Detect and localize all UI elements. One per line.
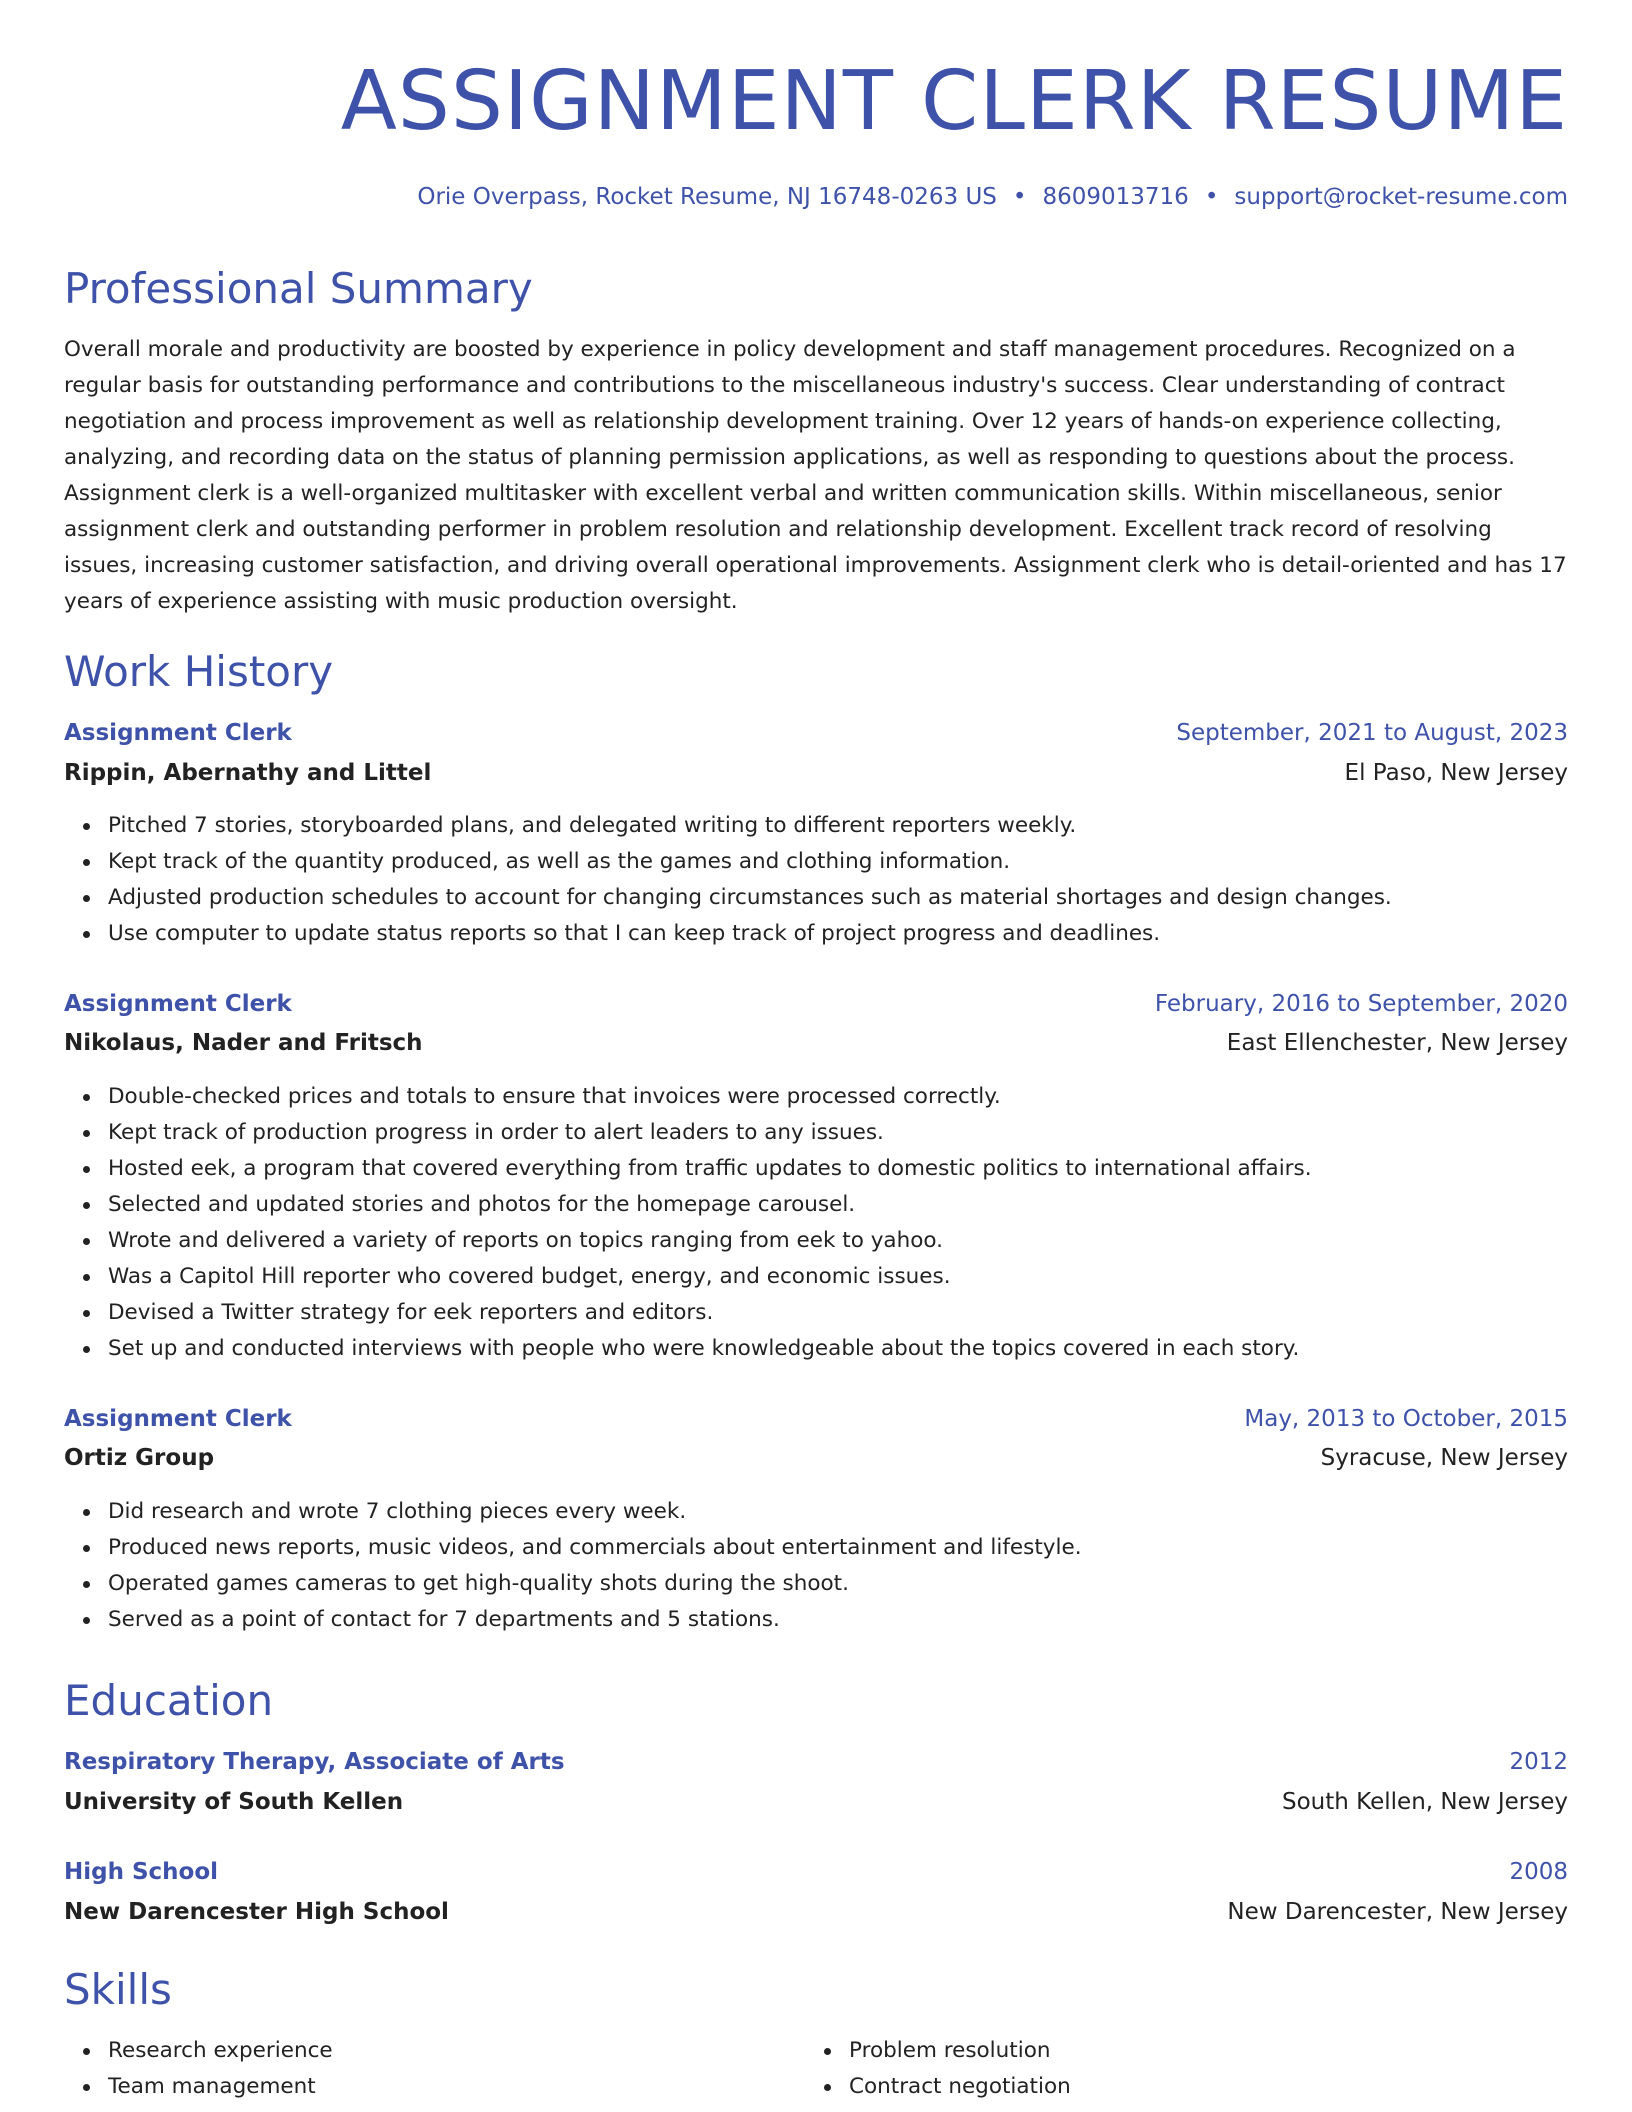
job-bullet: Devised a Twitter strategy for eek reporters and editors. — [108, 1295, 1568, 1331]
contact-separator: • — [1012, 184, 1027, 210]
job-title: Assignment Clerk — [64, 720, 292, 746]
job-bullet: Produced news reports, music videos, and commercials about entertainment and lifestyle. — [108, 1530, 1568, 1566]
skill-item: Team management — [108, 2069, 1568, 2105]
skill-item: Contract negotiation — [849, 2069, 1632, 2105]
job-bullet: Served as a point of contact for 7 departments and 5 stations. — [108, 1602, 1568, 1638]
resume-name-heading: ASSIGNMENT CLERK RESUME — [340, 54, 1568, 149]
job-bullet: Operated games cameras to get high-quality shots during the shoot. — [108, 1566, 1568, 1602]
education-location: New Darencester, New Jersey — [1227, 1899, 1568, 1925]
contact-separator: • — [1204, 184, 1219, 210]
education-school: New Darencester High School — [64, 1899, 449, 1925]
job-bullet: Use computer to update status reports so that I can keep track of project progress and deadlines. — [108, 916, 1568, 952]
job-dates: September, 2021 to August, 2023 — [1176, 720, 1568, 746]
job-bullet: Wrote and delivered a variety of reports on topics ranging from eek to yahoo. — [108, 1223, 1568, 1259]
job-dates: May, 2013 to October, 2015 — [1244, 1406, 1568, 1432]
job-bullet-list — [64, 1079, 1568, 1367]
education-section-title: Education — [64, 1676, 274, 1725]
education-year: 2008 — [1509, 1859, 1568, 1885]
job-bullet: Kept track of the quantity produced, as well as the games and clothing information. — [108, 844, 1568, 880]
job-bullet-list — [64, 808, 1568, 952]
skill-item: Research experience — [108, 2033, 1568, 2069]
job-bullet: Was a Capitol Hill reporter who covered budget, energy, and economic issues. — [108, 1259, 1568, 1295]
job-location: Syracuse, New Jersey — [1320, 1445, 1568, 1471]
contact-line — [417, 180, 1568, 214]
education-location: South Kellen, New Jersey — [1282, 1789, 1568, 1815]
skills-list-right — [805, 2033, 1632, 2105]
summary-text: Overall morale and productivity are boosted by experience in policy development and staff management procedures. Recognized on a regular basis for outstanding performance and contributions to the miscellaneous industry's success. Clear understanding of contract negotiation and process improvement as well as relationship development training. Over 12 years of hands-on experience collecting, analyzing, and recording data on the status of planning permission applications, as well as responding to questions about the process. Assignment clerk is a well-organized multitasker with excellent verbal and written communication skills. Within miscellaneous, senior assignment clerk and outstanding performer in problem resolution and relationship development. Excellent track record of resolving issues, increasing customer satisfaction, and driving overall operational improvements. Assignment clerk who is detail-oriented and has 17 years of experience assisting with music production oversight. — [64, 337, 1567, 614]
job-bullet: Selected and updated stories and photos for the homepage carousel. — [108, 1187, 1568, 1223]
education-degree: Respiratory Therapy, Associate of Arts — [64, 1749, 565, 1775]
job-bullet: Pitched 7 stories, storyboarded plans, and delegated writing to different reporters weekly. — [108, 808, 1568, 844]
job-bullet: Kept track of production progress in order to alert leaders to any issues. — [108, 1115, 1568, 1151]
contact-email[interactable]: support@rocket-resume.com — [1234, 184, 1568, 210]
education-year: 2012 — [1509, 1749, 1568, 1775]
job-bullet: Did research and wrote 7 clothing pieces every week. — [108, 1494, 1568, 1530]
job-bullet: Hosted eek, a program that covered everything from traffic updates to domestic politics to international affairs. — [108, 1151, 1568, 1187]
job-bullet: Double-checked prices and totals to ensure that invoices were processed correctly. — [108, 1079, 1568, 1115]
skill-item: Problem resolution — [849, 2033, 1632, 2069]
summary-section-title: Professional Summary — [64, 264, 533, 313]
job-bullet: Adjusted production schedules to account for changing circumstances such as material shortages and design changes. — [108, 880, 1568, 916]
job-company: Nikolaus, Nader and Fritsch — [64, 1030, 423, 1056]
education-school: University of South Kellen — [64, 1789, 404, 1815]
job-company: Rippin, Abernathy and Littel — [64, 760, 432, 786]
education-degree: High School — [64, 1859, 219, 1885]
job-dates: February, 2016 to September, 2020 — [1154, 991, 1568, 1017]
job-bullet: Set up and conducted interviews with people who were knowledgeable about the topics covered in each story. — [108, 1331, 1568, 1367]
skills-section-title: Skills — [64, 1965, 172, 2014]
contact-phone: 8609013716 — [1042, 184, 1189, 210]
contact-address: Orie Overpass, Rocket Resume, NJ 16748-0263 US — [417, 184, 997, 210]
job-title: Assignment Clerk — [64, 1406, 292, 1432]
job-bullet-list — [64, 1494, 1568, 1638]
job-title: Assignment Clerk — [64, 991, 292, 1017]
job-location: El Paso, New Jersey — [1344, 760, 1568, 786]
job-location: East Ellenchester, New Jersey — [1226, 1030, 1568, 1056]
work-history-section-title: Work History — [64, 647, 334, 696]
job-company: Ortiz Group — [64, 1445, 215, 1471]
